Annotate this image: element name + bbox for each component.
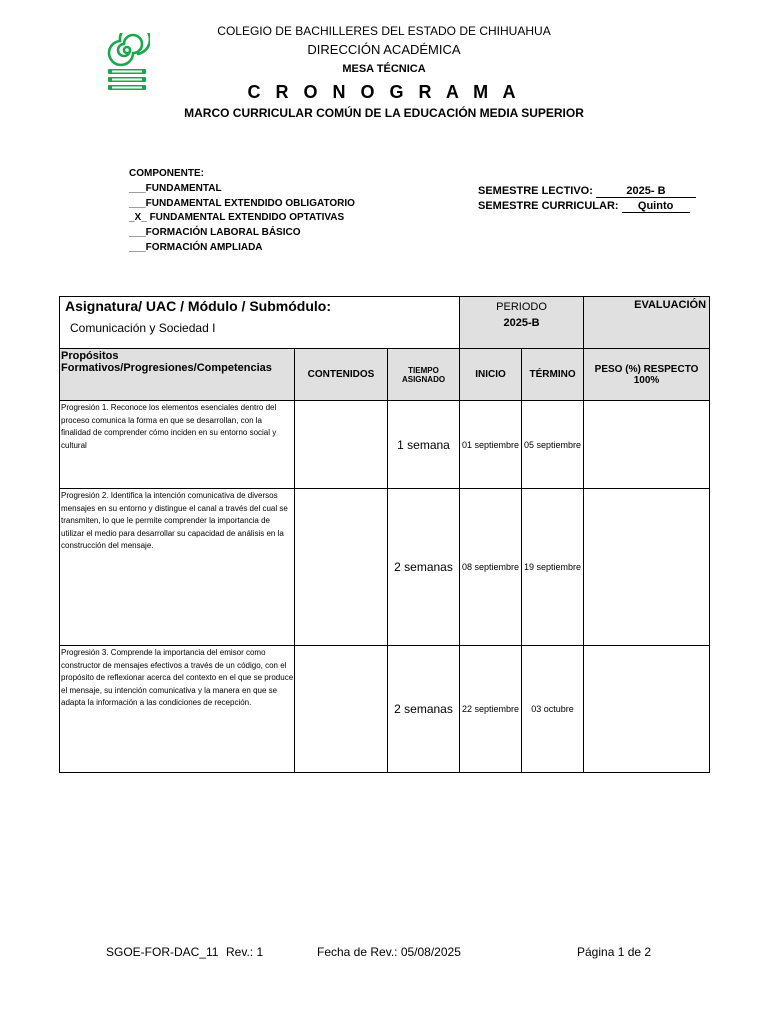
table-row [60, 489, 710, 646]
componente-option-extendido-optativas: _X_ FUNDAMENTAL EXTENDIDO OPTATIVAS [129, 212, 345, 224]
tiempo-1: 1 semana [388, 401, 460, 489]
asignatura-label: Asignatura/ UAC / Módulo / Submódulo: [65, 298, 331, 314]
department-name: MESA TÉCNICA [342, 63, 426, 75]
semestre-curricular-value: Quinto [622, 200, 690, 213]
componente-option-extendido-obligatorio: ___FUNDAMENTAL EXTENDIDO OBLIGATORIO [129, 197, 355, 209]
periodo-cell [460, 297, 584, 349]
progresion-2-text: Progresión 2. Identifica la intención comunicativa de diversos mensajes en su entorno y distingue el canal a través del cual se transmiten, lo que le permite comprender la importancia de utilizar el medio para desarrollar su capacidad de análisis en la construcción del mensaje. [60, 489, 295, 646]
tiempo-2: 2 semanas [388, 489, 460, 646]
table-header-row-1 [60, 297, 710, 349]
progresion-3-text: Progresión 3. Comprende la importancia del emisor como constructor de mensajes efectivos a través de un código, con el propósito de reflexionar acerca del contexto en el que se produce el mensaje, su intención comunicativa y la manera en que se adapta la información a las condiciones de recepción. [60, 646, 295, 773]
footer-code: SGOE-FOR-DAC_11 [106, 945, 219, 959]
semestre-lectivo-label: SEMESTRE LECTIVO: [478, 185, 593, 197]
componente-block [129, 167, 355, 256]
contenidos-1 [295, 401, 388, 489]
contenidos-2 [295, 489, 388, 646]
table-row [60, 646, 710, 773]
componente-option-ampliada: ___FORMACIÓN AMPLIADA [129, 241, 263, 253]
termino-3: 03 octubre [522, 646, 584, 773]
peso-1 [584, 401, 710, 489]
asignatura-value: Comunicación y Sociedad I [70, 321, 216, 335]
componente-option-laboral-basico: ___FORMACIÓN LABORAL BÁSICO [129, 227, 301, 239]
semestre-block [478, 184, 696, 214]
col-tiempo-header: TIEMPO ASIGNADO [388, 349, 460, 401]
componente-label: COMPONENTE: [129, 168, 204, 179]
spiral-books-logo-icon [104, 33, 150, 93]
footer-fecha: Fecha de Rev.: 05/08/2025 [317, 945, 461, 959]
footer-pagina: Página 1 de 2 [577, 945, 652, 959]
periodo-value: 2025-B [503, 317, 540, 329]
asignatura-cell [60, 297, 460, 349]
col-peso-header: PESO (%) RESPECTO 100% [584, 349, 710, 401]
institution-name: COLEGIO DE BACHILLERES DEL ESTADO DE CHIHUAHUA [217, 24, 551, 38]
peso-2 [584, 489, 710, 646]
col-contenidos-header: CONTENIDOS [295, 349, 388, 401]
page-subtitle: MARCO CURRICULAR COMÚN DE LA EDUCACIÓN MEDIA SUPERIOR [184, 106, 584, 120]
termino-1: 05 septiembre [522, 401, 584, 489]
col-inicio-header: INICIO [460, 349, 522, 401]
semestre-curricular-label: SEMESTRE CURRICULAR: [478, 200, 619, 212]
evaluacion-header: EVALUACIÓN [584, 297, 710, 349]
tiempo-3: 2 semanas [388, 646, 460, 773]
direction-name: DIRECCIÓN ACADÉMICA [307, 42, 461, 57]
page-title: C R O N O G R A M A [247, 82, 521, 102]
footer-rev: Rev.: 1 [226, 945, 264, 959]
inicio-1: 01 septiembre [460, 401, 522, 489]
col-termino-header: TÉRMINO [522, 349, 584, 401]
inicio-3: 22 septiembre [460, 646, 522, 773]
contenidos-3 [295, 646, 388, 773]
inicio-2: 08 septiembre [460, 489, 522, 646]
termino-2: 19 septiembre [522, 489, 584, 646]
semestre-lectivo-value: 2025- B [596, 185, 696, 198]
componente-option-fundamental: ___FUNDAMENTAL [129, 182, 222, 194]
progresion-1-text: Progresión 1. Reconoce los elementos esenciales dentro del proceso comunica la forma en que se desarrollan, con la finalidad de comprender cómo inciden en su entorno social y cultural [60, 401, 295, 489]
peso-3 [584, 646, 710, 773]
cronograma-table [59, 296, 710, 773]
periodo-label: PERIODO [496, 301, 547, 313]
table-row [60, 401, 710, 489]
col-propositos-header: Propósitos Formativos/Progresiones/Competencias [60, 349, 295, 401]
table-header-row-2 [60, 349, 710, 401]
